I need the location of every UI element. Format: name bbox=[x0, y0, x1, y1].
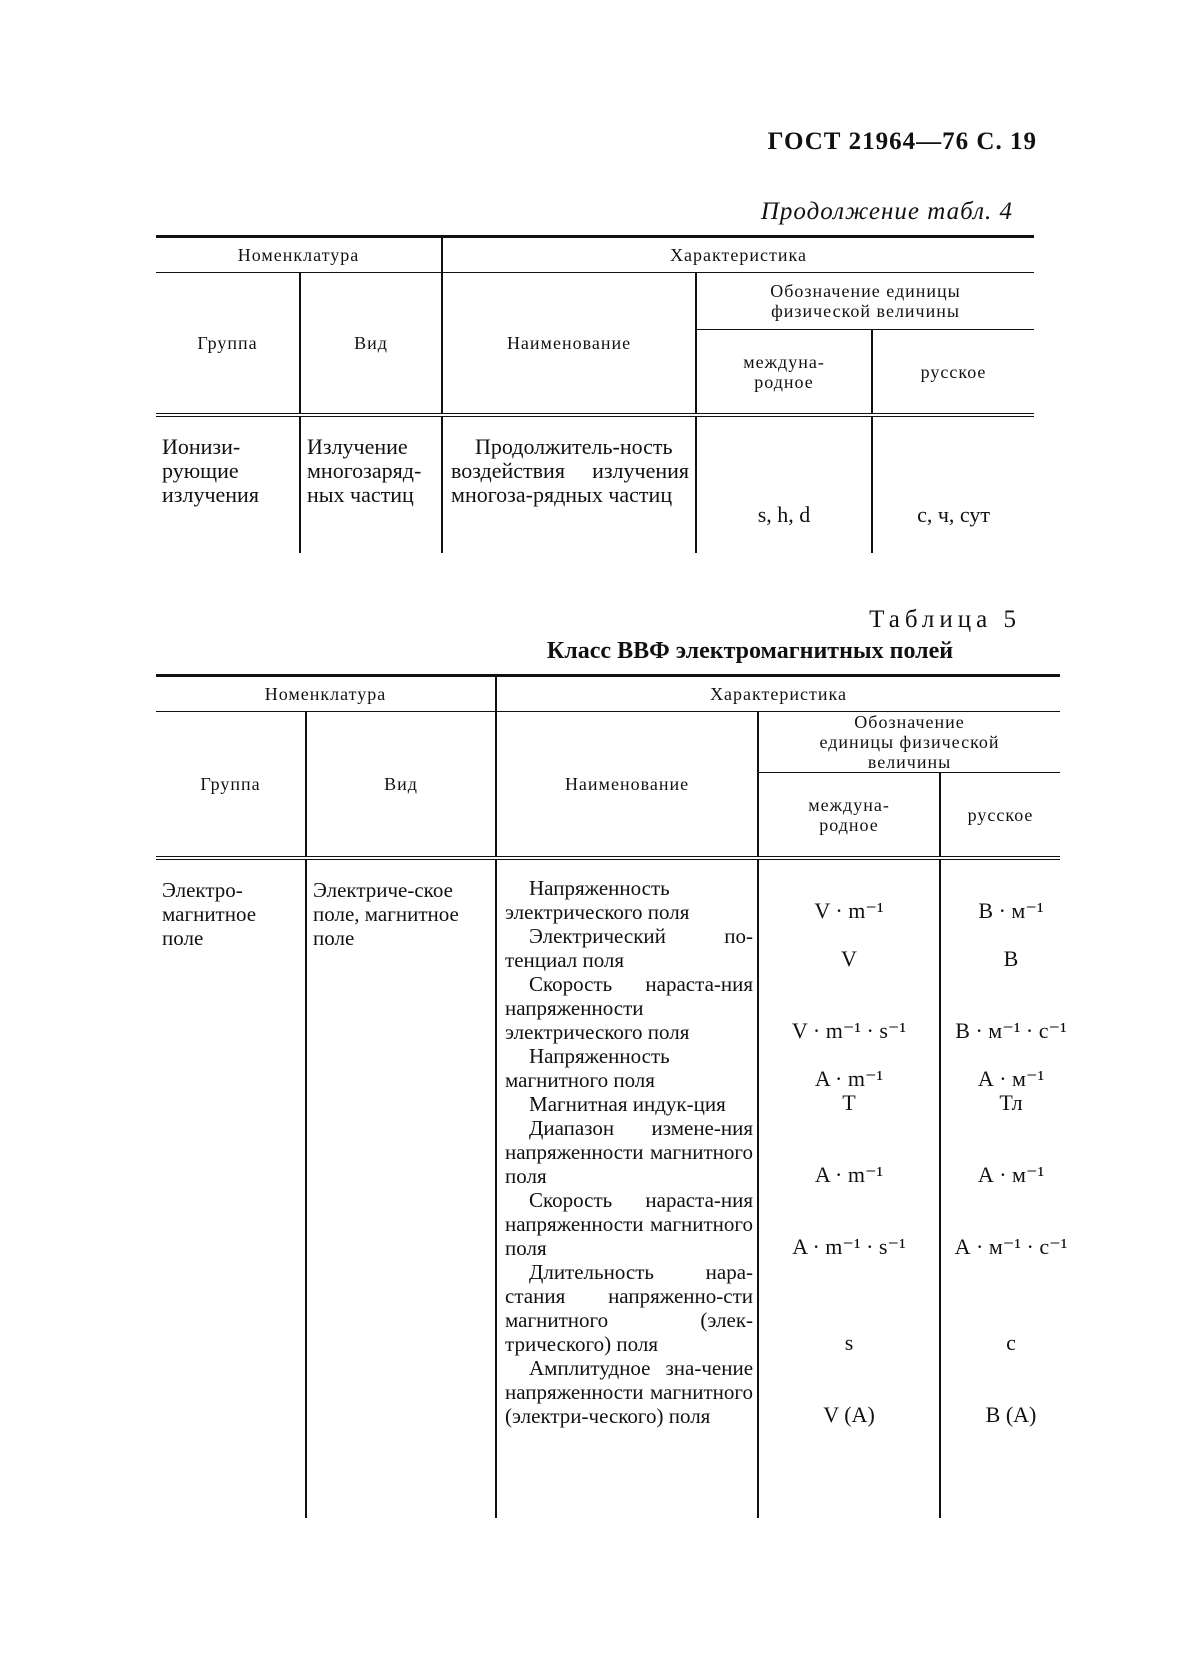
t5-header-group: Группа bbox=[200, 774, 261, 794]
t5-row-russian: А · м⁻¹ · с⁻¹ bbox=[954, 1234, 1068, 1259]
t5-row-name: Скорость нараста-ния напряженности магнитного поля bbox=[505, 1188, 754, 1260]
t5-row-russian: Тл bbox=[999, 1090, 1023, 1115]
t5-row-name: Напряженность магнитного поля bbox=[505, 1044, 670, 1092]
t5-header-characteristic: Характеристика bbox=[496, 676, 1060, 712]
t5-row-international: V · m⁻¹ bbox=[814, 898, 884, 923]
t5-name-list bbox=[505, 876, 753, 1428]
t5-row-russian: В (А) bbox=[985, 1402, 1037, 1427]
t5-row-name: Длительность нара-стания напряженно-сти магнитного (элек-трического) поля bbox=[505, 1260, 754, 1356]
table-5-title: Класс ВВФ электромагнитных полей bbox=[546, 638, 954, 664]
t5-row-russian: А · м⁻¹ bbox=[977, 1162, 1045, 1187]
t5-row-russian: А · м⁻¹ bbox=[977, 1066, 1045, 1091]
t5-row-name: Амплитудное зна-чение напряженности магнитного (электри-ческого) поля bbox=[505, 1356, 754, 1428]
header-group: Группа bbox=[197, 333, 258, 353]
t5-row-international: s bbox=[844, 1330, 854, 1355]
t5-row-name: Скорость нараста-ния напряженности электрического поля bbox=[505, 972, 754, 1044]
header-unit-designation: Обозначение единицы физической величины bbox=[696, 273, 1034, 330]
page-header: ГОСТ 21964—76 С. 19 bbox=[767, 128, 1037, 155]
t5-row-name: Напряженность электрического поля bbox=[505, 876, 690, 924]
t5-row-name: Магнитная индук-ция bbox=[529, 1092, 726, 1116]
t5-header-kind: Вид bbox=[306, 712, 496, 857]
t4-kind: Излучение многозаряд-ных частиц bbox=[300, 415, 442, 553]
t5-header-russian: русское bbox=[940, 773, 1060, 857]
t4-russian: с, ч, сут bbox=[872, 415, 1034, 553]
header-nomenclature: Номенклатура bbox=[156, 237, 442, 273]
t5-row-name: Электрический по-тенциал поля bbox=[505, 924, 754, 972]
t4-group: Ионизи-рующие излучения bbox=[162, 434, 259, 507]
t5-header-international: междуна-родное bbox=[758, 773, 940, 857]
header-russian: русское bbox=[872, 330, 1034, 414]
t5-row-russian: В bbox=[1003, 946, 1019, 971]
t5-row-international: V · m⁻¹ · s⁻¹ bbox=[791, 1018, 907, 1043]
t4-international: s, h, d bbox=[696, 415, 872, 553]
t5-row-russian: В · м⁻¹ bbox=[978, 898, 1044, 923]
t5-group: Электро-магнитное поле bbox=[162, 878, 257, 950]
header-name: Наименование bbox=[442, 273, 696, 414]
t5-row-name: Диапазон измене-ния напряженности магнитного поля bbox=[505, 1116, 754, 1188]
t5-row-international: V bbox=[841, 946, 857, 971]
header-kind: Вид bbox=[300, 273, 442, 414]
t5-row-international: A · m⁻¹ bbox=[814, 1162, 884, 1187]
t5-header-unit-designation: Обозначение единицы физической величины bbox=[758, 712, 1060, 773]
t5-row-international: T bbox=[842, 1090, 856, 1115]
t5-names bbox=[496, 858, 758, 1518]
t5-row-international: V (A) bbox=[823, 1402, 875, 1427]
t5-header-name: Наименование bbox=[496, 712, 758, 857]
t4-name bbox=[442, 415, 696, 553]
t5-header-nomenclature: Номенклатура bbox=[156, 676, 496, 712]
header-international: междуна-родное bbox=[696, 330, 872, 414]
t5-row-russian: с bbox=[1006, 1330, 1016, 1355]
header-characteristic: Характеристика bbox=[442, 237, 1034, 273]
t5-row-international: A · m⁻¹ bbox=[814, 1066, 884, 1091]
t5-kind: Электриче-ское поле, магнитное поле bbox=[306, 858, 496, 1518]
continuation-label: Продолжение табл. 4 bbox=[760, 198, 1013, 225]
t5-row-international: A · m⁻¹ · s⁻¹ bbox=[792, 1234, 906, 1259]
t4-name-text: Продолжитель-ность воздействия излучения многоза-рядных частиц bbox=[451, 434, 690, 507]
table-4 bbox=[156, 235, 1034, 553]
table-5-number: Таблица 5 bbox=[869, 606, 1021, 633]
t5-row-russian: В · м⁻¹ · с⁻¹ bbox=[955, 1018, 1067, 1043]
